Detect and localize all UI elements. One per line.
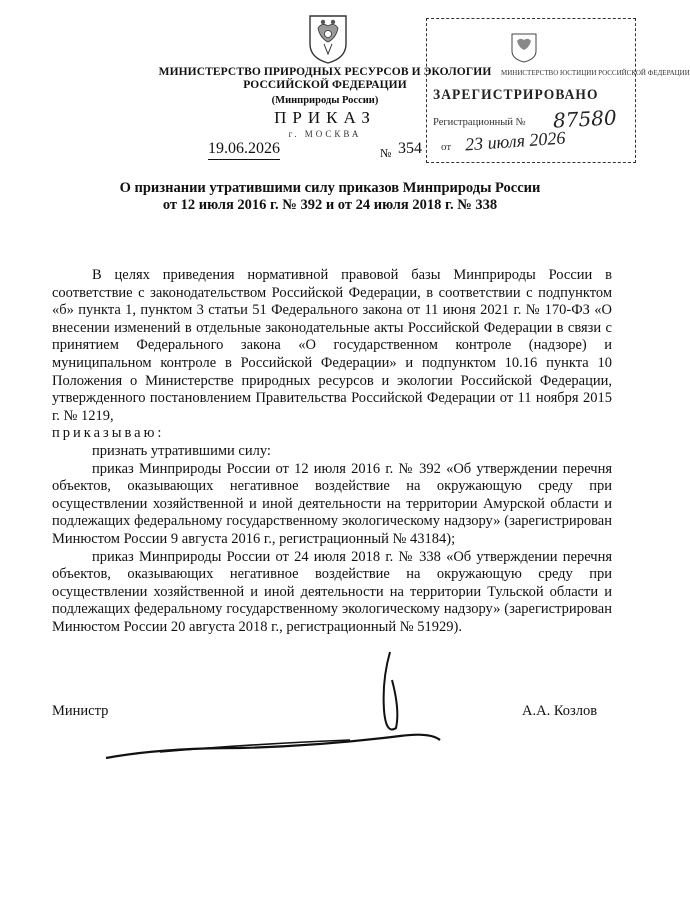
- title-line2: от 12 июля 2016 г. № 392 и от 24 июля 2018 г. № 338: [162, 197, 498, 213]
- stamp-regnum: 87580: [552, 105, 618, 133]
- stamp-from-label: от: [441, 141, 452, 153]
- signatory-position: Министр: [52, 703, 109, 719]
- order-keyword: приказываю:: [52, 425, 165, 442]
- paragraph-order-392: приказ Минприроды России от 12 июля 2016 г. № 392 «Об утверждении перечня объектов, оказывающих негативное воздействие на окружающую среду при осуществлении хозяйственной и иной деятельности на территории Амурской области и подлежащих федеральному государственному экологическому надзору» (зарегистрирован Минюстом России 9 августа 2016 г., регистрационный № 43184);: [52, 460, 612, 547]
- stamp-organization: МИНИСТЕРСТВО ЮСТИЦИИ РОССИЙСКОЙ ФЕДЕРАЦИИ: [501, 69, 690, 77]
- document-title: [60, 180, 600, 214]
- signatory-name: А.А. Козлов: [522, 703, 598, 719]
- city: г. МОСКВА: [288, 129, 362, 139]
- coat-of-arms-icon: [306, 8, 350, 64]
- stamp-date: 23 июля 2026: [464, 127, 567, 155]
- ministry-short-name: (Минприроды России): [271, 95, 379, 106]
- stamp-regnum-label: Регистрационный №: [433, 117, 526, 128]
- handwritten-signature: [100, 640, 460, 770]
- document-type: ПРИКАЗ: [274, 108, 376, 127]
- stamp-emblem-icon: [509, 29, 539, 63]
- ministry-line2: РОССИЙСКОЙ ФЕДЕРАЦИИ: [243, 79, 407, 91]
- document-body: [52, 267, 612, 636]
- order-date: 19.06.2026: [208, 140, 280, 160]
- ministry-line1: МИНИСТЕРСТВО ПРИРОДНЫХ РЕСУРСОВ И ЭКОЛОГИИ: [158, 66, 492, 78]
- paragraph-preamble: В целях приведения нормативной правовой базы Минприроды России в соответствие с законодательством Российской Федерации, в соответствии с подпунктом «б» пункта 1, пунктом 3 статьи 51 Федерального закона от 11 июня 2021 г. № 170-ФЗ «О внесении изменений в отдельные законодательные акты Российской Федерации в связи с принятием Федерального закона «О государственном контроле (надзоре) и муниципальном контроле в Российской Федерации» и подпунктом 10.16 пункта 10 Положения о Министерстве природных ресурсов и экологии Российской Федерации, утвержденного постановлением Правительства Российской Федерации от 11 ноября 2015 г. № 1219,: [52, 267, 612, 424]
- stamp-registered: ЗАРЕГИСТРИРОВАНО: [433, 87, 599, 103]
- registration-stamp: [426, 18, 690, 163]
- order-number: 354: [398, 140, 422, 157]
- paragraph-order-338: приказ Минприроды России от 24 июля 2018 г. № 338 «Об утверждении перечня объектов, оказывающих негативное воздействие на окружающую среду при осуществлении хозяйственной и иной деятельности на территории Тульской области и подлежащих федеральному государственному экологическому надзору» (зарегистрирован Минюстом России 20 августа 2018 г., регистрационный № 51929).: [52, 548, 612, 635]
- order-number-sign: №: [380, 146, 392, 160]
- title-line1: О признании утратившими силу приказов Минприроды России: [119, 180, 541, 196]
- paragraph-declare: признать утратившими силу:: [92, 442, 271, 459]
